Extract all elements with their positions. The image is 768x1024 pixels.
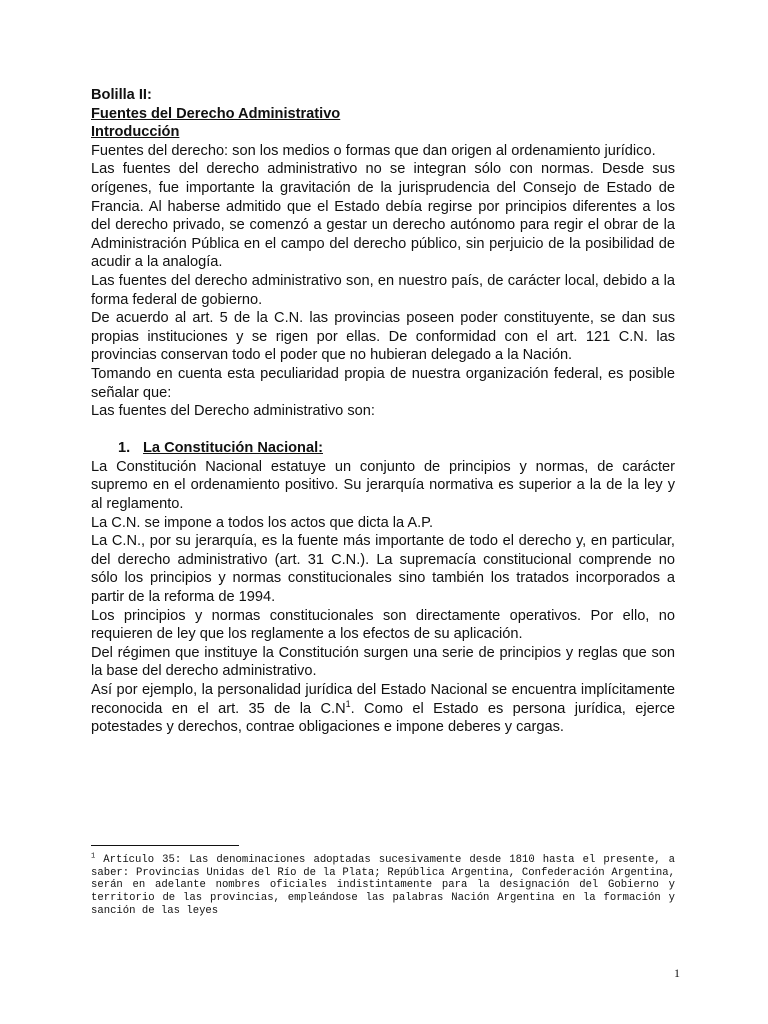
footnote-marker: 1 (91, 852, 96, 861)
footnote-reference[interactable]: 1 (345, 698, 351, 709)
paragraph: Tomando en cuenta esta peculiaridad propia de nuestra organización federal, es posible señalar que: (91, 365, 675, 401)
document-subheading: Fuentes del Derecho Administrativo (91, 105, 341, 122)
section-1-heading (91, 439, 675, 458)
paragraph: Fuentes del derecho: son los medios o formas que dan origen al ordenamiento jurídico. (91, 142, 656, 159)
paragraph: La Constitución Nacional estatuye un conjunto de principios y normas, de carácter supremo en el ordenamiento positivo. Su jerarquía normativa es superior a la de la ley y al reglamento. (91, 458, 675, 513)
document-body (91, 86, 675, 737)
spacer (91, 421, 675, 440)
section-1-number: 1. (118, 440, 131, 457)
paragraph: Las fuentes del derecho administrativo son, en nuestro país, de carácter local, debido a la forma federal de gobierno. (91, 272, 675, 308)
footnote (91, 854, 675, 918)
paragraph-text: . Como el Estado es persona jurídica, ejerce potestades y derechos, contrae obligaciones e impone deberes y cargas. (91, 700, 675, 736)
section-1-title: La Constitución Nacional: (143, 440, 323, 457)
paragraph-text: Así por ejemplo, la personalidad jurídica del Estado Nacional se encuentra implícitamente reconocida en el art. 35 de la C.N (91, 682, 675, 717)
paragraph: Del régimen que instituye la Constitución surgen una serie de principios y reglas que son la base del derecho administrativo. (91, 644, 675, 680)
page-number: 1 (674, 966, 680, 980)
document-heading: Bolilla II: (91, 87, 152, 103)
footnote-separator (91, 845, 239, 846)
paragraph: La C.N., por su jerarquía, es la fuente más importante de todo el derecho y, en particular, del derecho administrativo (art. 31 C.N.). La supremacía constitucional comprende no sólo los principios y normas constitucionales sino también los tratados incorporados a partir de la reforma de 1994. (91, 533, 675, 606)
footnote-text: Artículo 35: Las denominaciones adoptadas sucesivamente desde 1810 hasta el presente, a saber: Provincias Unidas del Río de la Plata; República Argentina, Confederación Argentina, serán en adelante nombres oficiales indistintamente para la designación del Gobierno y territorio de las provincias, empleándose las palabras Nación Argentina en la formación y sanción de las leyes (91, 854, 675, 917)
paragraph: Los principios y normas constitucionales son directamente operativos. Por ello, no requieren de ley que los reglamente a los efectos de su aplicación. (91, 607, 675, 643)
paragraph: Las fuentes del Derecho administrativo son: (91, 403, 375, 420)
paragraph-with-footnote (91, 681, 675, 737)
paragraph: La C.N. se impone a todos los actos que dicta la A.P. (91, 514, 434, 531)
paragraph: De acuerdo al art. 5 de la C.N. las provincias poseen poder constituyente, se dan sus propias instituciones y se rigen por ellas. De conformidad con el art. 121 C.N. las provincias conservan todo el poder que no hubieran delegado a la Nación. (91, 310, 675, 364)
intro-title: Introducción (91, 124, 180, 141)
paragraph: Las fuentes del derecho administrativo no se integran sólo con normas. Desde sus orígenes, fue importante la gravitación de la jurisprudencia del Consejo de Estado de Francia. Al haberse admitido que el Estado debía regirse por principios diferentes a los del derecho privado, se comenzó a gestar un derecho autónomo para regir el obrar de la Administración Pública en el campo del derecho público, sin perjuicio de la posibilidad de acudir a la analogía. (91, 161, 675, 271)
